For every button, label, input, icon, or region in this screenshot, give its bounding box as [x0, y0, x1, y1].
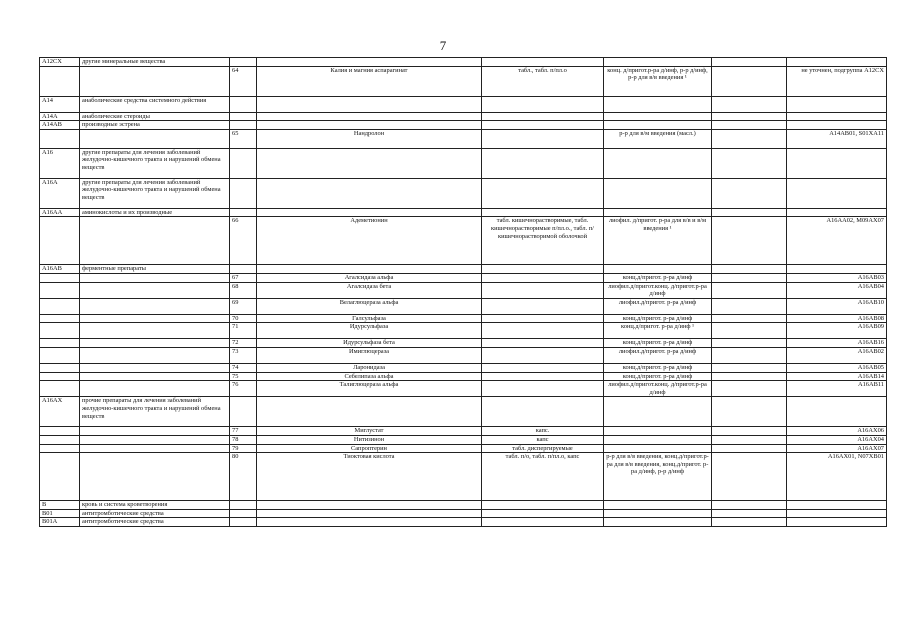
table-row [40, 273, 887, 282]
table-row [40, 372, 887, 381]
dosage-form [482, 208, 604, 217]
dosage-form [482, 121, 604, 130]
drug-name: Нитизинон [257, 435, 482, 444]
row-number [230, 501, 257, 510]
note-cell [712, 323, 787, 339]
atc-group-code: B01A [40, 518, 80, 527]
atc-group-description [80, 427, 230, 436]
atc-group-description: другие препараты для лечения заболеваний желудочно-кишечного тракта и нарушений обмена веществ [80, 148, 230, 178]
row-number: 70 [230, 314, 257, 323]
atc-group-description: анаболические стероиды [80, 112, 230, 121]
atc-group-code [40, 444, 80, 453]
drug-name: Агалсидаза альфа [257, 273, 482, 282]
drug-name: Адеметионин [257, 217, 482, 265]
atc-code: A16AX07 [787, 444, 887, 453]
drug-name: Сапроптерин [257, 444, 482, 453]
atc-group-code: A16AB [40, 265, 80, 274]
table-row [40, 381, 887, 397]
injection-form [604, 265, 712, 274]
row-number [230, 208, 257, 217]
injection-form [604, 178, 712, 208]
table-row [40, 265, 887, 274]
dosage-form [482, 282, 604, 298]
note-cell [712, 298, 787, 314]
table-row [40, 363, 887, 372]
table-row [40, 427, 887, 436]
table-row [40, 444, 887, 453]
injection-form: лиофил.д/пригот. р-ра д/инф [604, 347, 712, 363]
row-number: 77 [230, 427, 257, 436]
table-row [40, 96, 887, 112]
row-number [230, 112, 257, 121]
drug-name [257, 509, 482, 518]
atc-code: A16AX06 [787, 427, 887, 436]
table-row [40, 323, 887, 339]
dosage-form [482, 509, 604, 518]
injection-form [604, 121, 712, 130]
atc-group-code [40, 314, 80, 323]
atc-code [787, 178, 887, 208]
atc-group-code [40, 427, 80, 436]
atc-group-code: A14A [40, 112, 80, 121]
dosage-form [482, 323, 604, 339]
dosage-form [482, 148, 604, 178]
atc-group-description: кровь и система кроветворения [80, 501, 230, 510]
table-row [40, 208, 887, 217]
atc-group-description [80, 372, 230, 381]
note-cell [712, 208, 787, 217]
note-cell [712, 363, 787, 372]
atc-code: A16AB03 [787, 273, 887, 282]
atc-code: не уточнен, подгруппа A12CX [787, 66, 887, 96]
table-row [40, 66, 887, 96]
atc-group-description: аминокислоты и их производные [80, 208, 230, 217]
injection-form: конц.д/пригот. р-ра д/инф ¹ [604, 323, 712, 339]
atc-code: A16AB14 [787, 372, 887, 381]
injection-form [604, 501, 712, 510]
note-cell [712, 58, 787, 67]
note-cell [712, 427, 787, 436]
dosage-form: табл. кишечнорастворимые, табл. кишечнорастворимые п/пл.о., табл. п/кишечнорастворимой оболочкой [482, 217, 604, 265]
note-cell [712, 339, 787, 348]
atc-group-code [40, 66, 80, 96]
table-row [40, 282, 887, 298]
drug-name: Идурсульфаза [257, 323, 482, 339]
note-cell [712, 265, 787, 274]
injection-form [604, 148, 712, 178]
table-row [40, 58, 887, 67]
atc-group-description: антитромботические средства [80, 518, 230, 527]
dosage-form [482, 363, 604, 372]
injection-form [604, 444, 712, 453]
atc-group-code [40, 282, 80, 298]
row-number [230, 148, 257, 178]
atc-group-description [80, 217, 230, 265]
atc-group-code: A14 [40, 96, 80, 112]
note-cell [712, 178, 787, 208]
atc-code [787, 121, 887, 130]
atc-code: A16AA02, M09AX07 [787, 217, 887, 265]
row-number: 66 [230, 217, 257, 265]
injection-form: конц.д/пригот. р-ра д/инф [604, 314, 712, 323]
atc-code: A16AB16 [787, 339, 887, 348]
atc-group-description: производные эстрена [80, 121, 230, 130]
dosage-form [482, 518, 604, 527]
dosage-form [482, 298, 604, 314]
dosage-form [482, 381, 604, 397]
note-cell [712, 444, 787, 453]
atc-code: A16AB09 [787, 323, 887, 339]
drug-name: Талиглюцераза альфа [257, 381, 482, 397]
page-number: 7 [439, 38, 447, 53]
dosage-form: табл. диспергируемые [482, 444, 604, 453]
atc-group-description: антитромботические средства [80, 509, 230, 518]
drug-name [257, 148, 482, 178]
drug-name: Миглустат [257, 427, 482, 436]
row-number [230, 518, 257, 527]
atc-group-code: A14AB [40, 121, 80, 130]
injection-form: р-р для в/в введения, конц.д/пригот.р-ра для в/в введения, конц.д/пригот. р-ра д/инф, р-р д/инф [604, 453, 712, 501]
note-cell [712, 217, 787, 265]
row-number: 74 [230, 363, 257, 372]
atc-code [787, 112, 887, 121]
drug-name: Нандролон [257, 129, 482, 148]
dosage-form [482, 58, 604, 67]
atc-group-code [40, 435, 80, 444]
drug-name: Идурсульфаза бета [257, 339, 482, 348]
atc-group-code [40, 217, 80, 265]
note-cell [712, 381, 787, 397]
row-number: 72 [230, 339, 257, 348]
row-number [230, 397, 257, 427]
atc-code: A16AB10 [787, 298, 887, 314]
row-number: 64 [230, 66, 257, 96]
note-cell [712, 121, 787, 130]
atc-code: A16AX04 [787, 435, 887, 444]
atc-group-code [40, 347, 80, 363]
atc-group-description: прочие препараты для лечения заболеваний желудочно-кишечного тракта и нарушений обмена веществ [80, 397, 230, 427]
injection-form: конц.д/пригот. р-ра д/инф [604, 273, 712, 282]
drug-name [257, 58, 482, 67]
atc-code [787, 58, 887, 67]
injection-form: конц. д/пригот.р-ра д/инф, р-р д/инф, р-р для в/в введения ¹ [604, 66, 712, 96]
dosage-form: капс. [482, 427, 604, 436]
drug-name: Агалсидаза бета [257, 282, 482, 298]
row-number: 79 [230, 444, 257, 453]
atc-group-description [80, 129, 230, 148]
drug-name [257, 121, 482, 130]
note-cell [712, 273, 787, 282]
row-number: 71 [230, 323, 257, 339]
table-row [40, 178, 887, 208]
row-number: 68 [230, 282, 257, 298]
atc-group-code: A16AA [40, 208, 80, 217]
atc-group-description [80, 323, 230, 339]
row-number: 69 [230, 298, 257, 314]
atc-group-description [80, 298, 230, 314]
dosage-form [482, 112, 604, 121]
atc-group-code [40, 372, 80, 381]
table-row [40, 509, 887, 518]
atc-code [787, 208, 887, 217]
dosage-form [482, 501, 604, 510]
atc-group-description [80, 444, 230, 453]
drug-name [257, 178, 482, 208]
row-number: 75 [230, 372, 257, 381]
table-row [40, 112, 887, 121]
injection-form [604, 427, 712, 436]
note-cell [712, 129, 787, 148]
table-row [40, 518, 887, 527]
injection-form: конц.д/пригот. р-ра д/инф [604, 372, 712, 381]
note-cell [712, 435, 787, 444]
table-row [40, 397, 887, 427]
dosage-form [482, 129, 604, 148]
drug-name: Ларонидаза [257, 363, 482, 372]
drug-name: Имиглюцераза [257, 347, 482, 363]
injection-form [604, 509, 712, 518]
drug-name [257, 112, 482, 121]
atc-code [787, 509, 887, 518]
table-row [40, 339, 887, 348]
atc-group-description [80, 363, 230, 372]
table-row [40, 347, 887, 363]
note-cell [712, 501, 787, 510]
atc-code: A16AB11 [787, 381, 887, 397]
injection-form [604, 58, 712, 67]
atc-code: A16AX01, N07XB01 [787, 453, 887, 501]
note-cell [712, 66, 787, 96]
atc-group-description [80, 273, 230, 282]
atc-code [787, 518, 887, 527]
atc-code [787, 501, 887, 510]
atc-code: A16AB08 [787, 314, 887, 323]
atc-group-code [40, 273, 80, 282]
atc-group-code [40, 381, 80, 397]
table-row [40, 298, 887, 314]
drug-name: Велаглюцераза альфа [257, 298, 482, 314]
injection-form [604, 208, 712, 217]
atc-group-description: другие минеральные вещества [80, 58, 230, 67]
note-cell [712, 314, 787, 323]
atc-code: A14AB01, S01XA11 [787, 129, 887, 148]
drug-name [257, 208, 482, 217]
note-cell [712, 96, 787, 112]
dosage-form [482, 347, 604, 363]
atc-group-code [40, 298, 80, 314]
dosage-form: табл., табл. п/пл.о [482, 66, 604, 96]
atc-group-code: B [40, 501, 80, 510]
atc-group-code: A16 [40, 148, 80, 178]
drug-name [257, 96, 482, 112]
drug-name [257, 265, 482, 274]
note-cell [712, 148, 787, 178]
injection-form [604, 435, 712, 444]
dosage-form [482, 314, 604, 323]
atc-group-code [40, 363, 80, 372]
dosage-form [482, 265, 604, 274]
table-row [40, 217, 887, 265]
dosage-form [482, 372, 604, 381]
row-number: 65 [230, 129, 257, 148]
row-number: 76 [230, 381, 257, 397]
atc-code [787, 148, 887, 178]
medicines-table [39, 57, 887, 527]
atc-group-code: A16A [40, 178, 80, 208]
drug-name: Калия и магния аспарагинат [257, 66, 482, 96]
injection-form: р-р для в/м введения (масл.) [604, 129, 712, 148]
note-cell [712, 347, 787, 363]
dosage-form [482, 273, 604, 282]
injection-form: лиофил.д/пригот.конц. д/пригот.р-ра д/инф [604, 381, 712, 397]
note-cell [712, 372, 787, 381]
drug-name: Себелипаза альфа [257, 372, 482, 381]
note-cell [712, 453, 787, 501]
atc-group-description [80, 347, 230, 363]
atc-code: A16AB04 [787, 282, 887, 298]
injection-form [604, 96, 712, 112]
atc-code [787, 265, 887, 274]
table-row [40, 501, 887, 510]
atc-group-description [80, 339, 230, 348]
table-row [40, 453, 887, 501]
table-row [40, 129, 887, 148]
row-number: 73 [230, 347, 257, 363]
note-cell [712, 112, 787, 121]
atc-group-description [80, 66, 230, 96]
row-number: 80 [230, 453, 257, 501]
row-number [230, 121, 257, 130]
atc-group-code [40, 453, 80, 501]
atc-group-description [80, 381, 230, 397]
note-cell [712, 282, 787, 298]
atc-group-description: ферментные препараты [80, 265, 230, 274]
atc-group-code: A12CX [40, 58, 80, 67]
injection-form [604, 518, 712, 527]
row-number [230, 178, 257, 208]
atc-code [787, 397, 887, 427]
drug-name: Тиоктовая кислота [257, 453, 482, 501]
row-number: 78 [230, 435, 257, 444]
atc-group-code: A16AX [40, 397, 80, 427]
atc-group-code [40, 323, 80, 339]
row-number [230, 265, 257, 274]
atc-group-description: другие препараты для лечения заболеваний желудочно-кишечного тракта и нарушений обмена веществ [80, 178, 230, 208]
dosage-form [482, 96, 604, 112]
table-row [40, 148, 887, 178]
table-row [40, 314, 887, 323]
note-cell [712, 518, 787, 527]
drug-name [257, 397, 482, 427]
atc-group-description [80, 282, 230, 298]
atc-group-code [40, 129, 80, 148]
atc-group-description [80, 453, 230, 501]
atc-code: A16AB02 [787, 347, 887, 363]
injection-form [604, 397, 712, 427]
note-cell [712, 509, 787, 518]
drug-name [257, 501, 482, 510]
row-number [230, 509, 257, 518]
row-number [230, 58, 257, 67]
row-number [230, 96, 257, 112]
injection-form: конц.д/пригот. р-ра д/инф [604, 339, 712, 348]
dosage-form [482, 397, 604, 427]
dosage-form [482, 178, 604, 208]
injection-form: лиофил. д/пригот. р-ра для в/в и в/м введения ¹ [604, 217, 712, 265]
drug-name [257, 518, 482, 527]
dosage-form: капс [482, 435, 604, 444]
injection-form: лиофил.д/пригот.конц. д/пригот.р-ра д/инф [604, 282, 712, 298]
injection-form [604, 112, 712, 121]
atc-group-description: анаболические средства системного действия [80, 96, 230, 112]
atc-code: A16AB05 [787, 363, 887, 372]
injection-form: конц.д/пригот. р-ра д/инф [604, 363, 712, 372]
atc-group-description [80, 314, 230, 323]
dosage-form [482, 339, 604, 348]
atc-code [787, 96, 887, 112]
table-row [40, 121, 887, 130]
injection-form: лиофил.д/пригот. р-ра д/инф [604, 298, 712, 314]
dosage-form: табл. п/о, табл. п/пл.о, капс [482, 453, 604, 501]
atc-group-code: B01 [40, 509, 80, 518]
row-number: 67 [230, 273, 257, 282]
atc-group-code [40, 339, 80, 348]
note-cell [712, 397, 787, 427]
table-row [40, 435, 887, 444]
drug-name: Галсульфаза [257, 314, 482, 323]
atc-group-description [80, 435, 230, 444]
